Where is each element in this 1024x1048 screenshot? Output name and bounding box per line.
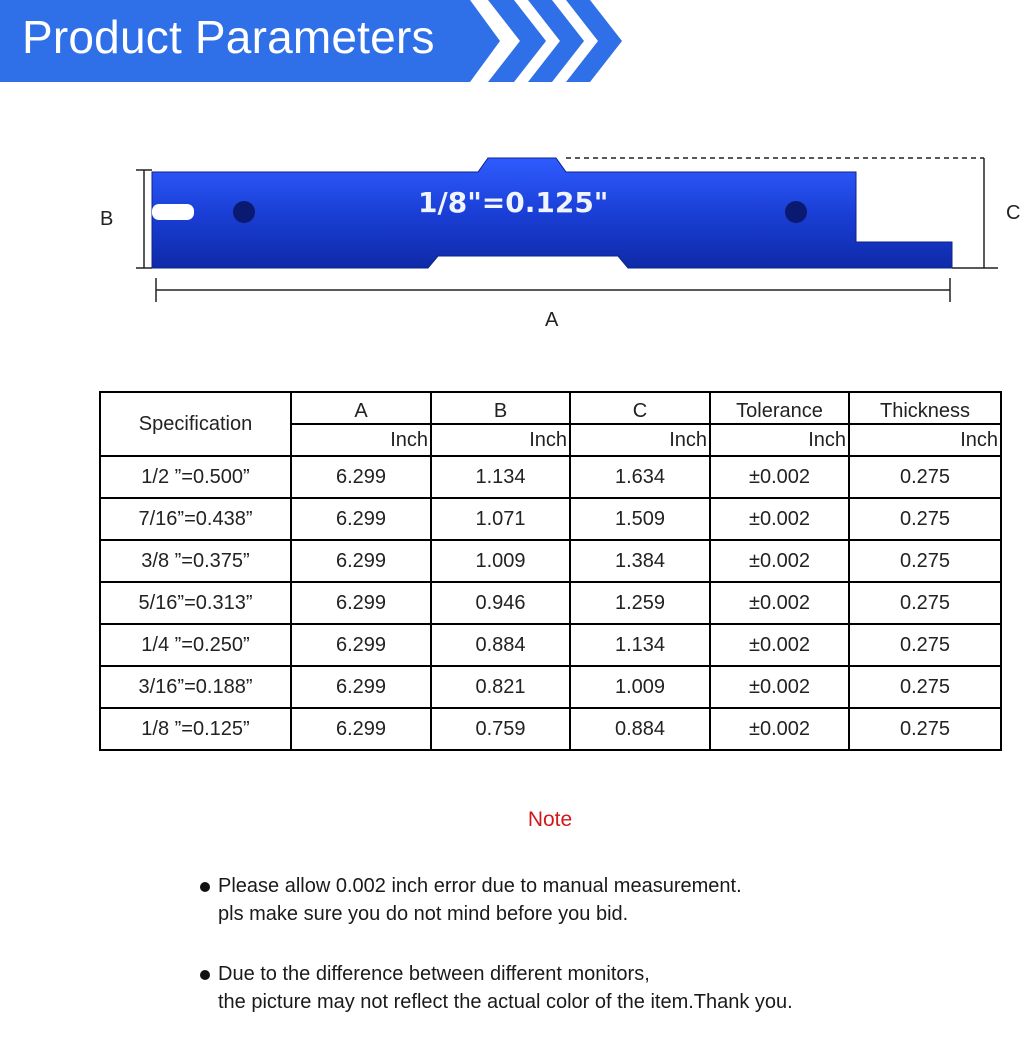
cell-c: 1.384 — [570, 540, 710, 582]
mounting-hole-right — [785, 201, 807, 223]
table-row — [100, 582, 1001, 624]
cell-tolerance: ±0.002 — [710, 540, 849, 582]
cell-a: 6.299 — [291, 456, 431, 498]
header-a: A — [291, 392, 431, 424]
spec-table — [99, 391, 1002, 751]
note-line: Please allow 0.002 inch error due to manual measurement. — [218, 875, 742, 897]
mounting-hole-left — [233, 201, 255, 223]
header-thickness: Thickness — [849, 392, 1001, 424]
unit-a: Inch — [291, 424, 431, 456]
cell-a: 6.299 — [291, 582, 431, 624]
cell-thickness: 0.275 — [849, 582, 1001, 624]
table-row — [100, 624, 1001, 666]
slot-notch — [152, 204, 194, 220]
header-tolerance: Tolerance — [710, 392, 849, 424]
note-line: Due to the difference between different monitors, — [218, 963, 650, 985]
unit-c: Inch — [570, 424, 710, 456]
cell-c: 1.009 — [570, 666, 710, 708]
cell-c: 0.884 — [570, 708, 710, 750]
tool-size-label: 1/8"=0.125" — [418, 186, 609, 219]
table-row — [100, 498, 1001, 540]
cell-a: 6.299 — [291, 708, 431, 750]
cell-b: 0.884 — [431, 624, 570, 666]
list-item — [198, 960, 793, 1016]
cell-tolerance: ±0.002 — [710, 666, 849, 708]
cell-b: 1.134 — [431, 456, 570, 498]
header-b: B — [431, 392, 570, 424]
cell-a: 6.299 — [291, 666, 431, 708]
cell-thickness: 0.275 — [849, 666, 1001, 708]
page-title: Product Parameters — [22, 11, 435, 63]
unit-b: Inch — [431, 424, 570, 456]
cell-b: 0.821 — [431, 666, 570, 708]
cell-spec: 7/16”=0.438” — [100, 498, 291, 540]
cell-spec: 1/2 ”=0.500” — [100, 456, 291, 498]
cell-spec: 3/16”=0.188” — [100, 666, 291, 708]
unit-thickness: Inch — [849, 424, 1001, 456]
cell-spec: 1/4 ”=0.250” — [100, 624, 291, 666]
table-row — [100, 456, 1001, 498]
cell-a: 6.299 — [291, 540, 431, 582]
cell-thickness: 0.275 — [849, 498, 1001, 540]
title-banner — [0, 0, 640, 82]
cell-a: 6.299 — [291, 624, 431, 666]
table-row — [100, 666, 1001, 708]
bullet-icon — [200, 970, 210, 980]
product-diagram — [0, 140, 1024, 350]
cell-spec: 3/8 ”=0.375” — [100, 540, 291, 582]
cell-spec: 1/8 ”=0.125” — [100, 708, 291, 750]
cell-tolerance: ±0.002 — [710, 708, 849, 750]
dimension-c-label: C — [1006, 202, 1021, 224]
table-row — [100, 540, 1001, 582]
note-line: pls make sure you do not mind before you bid. — [218, 903, 629, 925]
list-item — [198, 872, 793, 928]
cell-tolerance: ±0.002 — [710, 624, 849, 666]
cell-thickness: 0.275 — [849, 456, 1001, 498]
note-title: Note — [527, 808, 573, 831]
dimension-a-label: A — [545, 309, 559, 331]
unit-tolerance: Inch — [710, 424, 849, 456]
cell-a: 6.299 — [291, 498, 431, 540]
cell-b: 1.009 — [431, 540, 570, 582]
cell-c: 1.134 — [570, 624, 710, 666]
cell-b: 0.759 — [431, 708, 570, 750]
header-c: C — [570, 392, 710, 424]
cell-c: 1.634 — [570, 456, 710, 498]
cell-thickness: 0.275 — [849, 708, 1001, 750]
cell-b: 0.946 — [431, 582, 570, 624]
note-line: the picture may not reflect the actual color of the item.Thank you. — [218, 991, 793, 1013]
table-row — [100, 708, 1001, 750]
cell-thickness: 0.275 — [849, 540, 1001, 582]
cell-b: 1.071 — [431, 498, 570, 540]
header-specification: Specification — [100, 392, 291, 456]
note-list — [198, 872, 793, 1048]
cell-spec: 5/16”=0.313” — [100, 582, 291, 624]
cell-tolerance: ±0.002 — [710, 582, 849, 624]
cell-tolerance: ±0.002 — [710, 498, 849, 540]
dimension-b-label: B — [100, 208, 114, 230]
cell-c: 1.259 — [570, 582, 710, 624]
cell-tolerance: ±0.002 — [710, 456, 849, 498]
cell-thickness: 0.275 — [849, 624, 1001, 666]
cell-c: 1.509 — [570, 498, 710, 540]
bullet-icon — [200, 882, 210, 892]
